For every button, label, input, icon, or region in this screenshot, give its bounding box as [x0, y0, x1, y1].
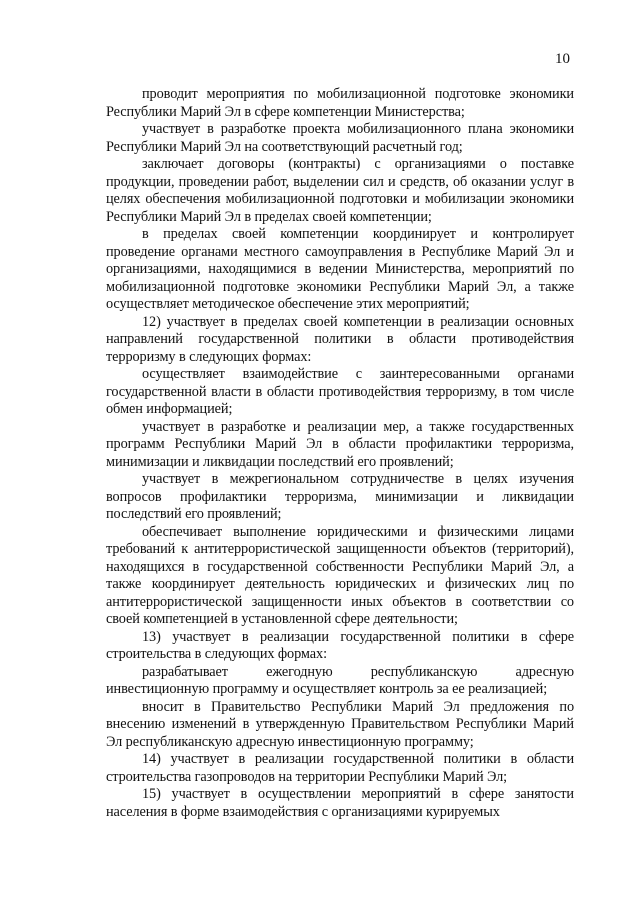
paragraph-3: заключает договоры (контракты) с организациями о поставке продукции, проведении работ, выделении сил и средств, об оказании услуг в целях обеспечения мобилизационной подготовки и мобилизации экономики Республики Марий Эл в пределах своей компетенции; — [106, 156, 574, 225]
paragraph-1: проводит мероприятия по мобилизационной подготовке экономики Республики Марий Эл в сфере компетенции Министерства; — [106, 86, 574, 120]
paragraph-2: участвует в разработке проекта мобилизационного плана экономики Республики Марий Эл на соответствующий расчетный год; — [106, 121, 574, 155]
paragraph-5: 12) участвует в пределах своей компетенции в реализации основных направлений государственной политики в области противодействия терроризму в следующих формах: — [106, 313, 574, 365]
paragraph-13: 14) участвует в реализации государственной политики в области строительства газопроводов на территории Республики Марий Эл; — [106, 751, 574, 785]
paragraph-8: участвует в межрегиональном сотрудничестве в целях изучения вопросов профилактики терроризма, минимизации и ликвидации последствий его проявлений; — [106, 471, 574, 522]
document-body — [106, 86, 574, 821]
paragraph-7: участвует в разработке и реализации мер, а также государственных программ Республики Марий Эл в области профилактики терроризма, минимизации и ликвидации последствий его проявлений; — [106, 418, 574, 470]
paragraph-10: 13) участвует в реализации государственной политики в сфере строительства в следующих формах: — [106, 628, 574, 662]
paragraph-6: осуществляет взаимодействие с заинтересованными органами государственной власти в области противодействия терроризму, в том числе обмен информацией; — [106, 366, 574, 417]
page-number: 10 — [555, 51, 570, 67]
paragraph-4: в пределах своей компетенции координирует и контролирует проведение органами местного самоуправления в Республике Марий Эл и организациями, находящимися в ведении Министерства, мероприятий по мобилизационной подготовке экономики Республики Марий Эл, а также осуществляет методическое обеспечение этих мероприятий; — [106, 226, 574, 312]
paragraph-11: разрабатывает ежегодную республиканскую адресную инвестиционную программу и осуществляет контроль за ее реализацией; — [106, 663, 574, 697]
paragraph-14: 15) участвует в осуществлении мероприятий в сфере занятости населения в форме взаимодействия с организациями курируемых — [106, 786, 574, 820]
paragraph-12: вносит в Правительство Республики Марий Эл предложения по внесению изменений в утвержденную Правительством Республики Марий Эл республиканскую адресную инвестиционную программу; — [106, 698, 574, 750]
paragraph-9: обеспечивает выполнение юридическими и физическими лицами требований к антитеррористической защищенности объектов (территорий), находящихся в государственной собственности Республики Марий Эл, а также координирует деятельность юридических и физических лиц по антитеррористической защищенности иных объектов в соответствии со своей компетенцией в установленной сфере деятельности; — [106, 523, 574, 627]
